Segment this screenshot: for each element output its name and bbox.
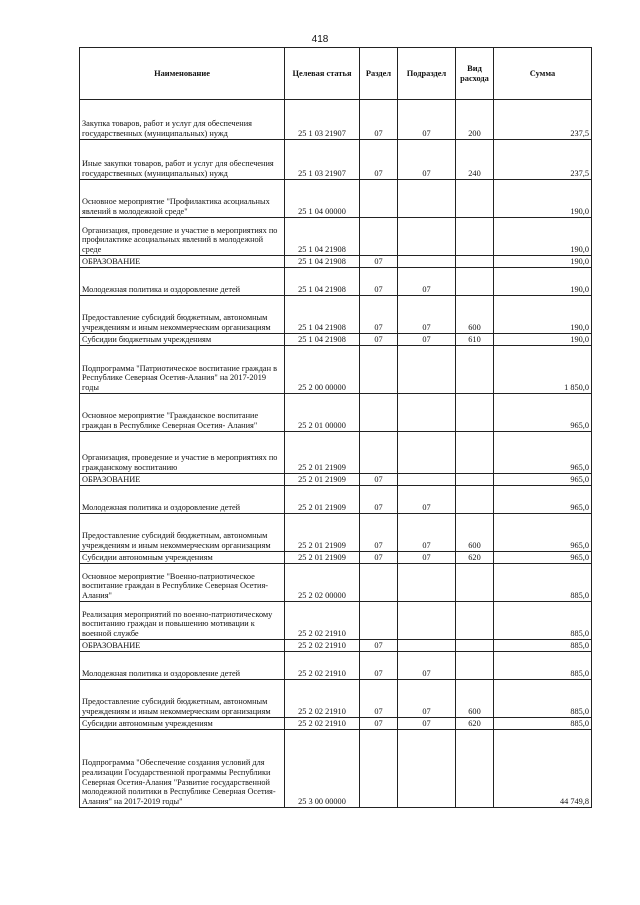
row-section bbox=[360, 564, 398, 602]
row-sum: 965,0 bbox=[494, 552, 592, 564]
row-section: 07 bbox=[360, 552, 398, 564]
row-section: 07 bbox=[360, 652, 398, 680]
row-subsection bbox=[398, 640, 456, 652]
row-expense-type bbox=[456, 346, 494, 394]
row-target-article: 25 2 01 21909 bbox=[285, 432, 360, 474]
row-subsection: 07 bbox=[398, 334, 456, 346]
row-target-article: 25 2 02 00000 bbox=[285, 564, 360, 602]
row-subsection: 07 bbox=[398, 718, 456, 730]
row-sum: 885,0 bbox=[494, 718, 592, 730]
table-row bbox=[80, 486, 592, 514]
table-row bbox=[80, 652, 592, 680]
row-sum: 237,5 bbox=[494, 140, 592, 180]
row-sum: 965,0 bbox=[494, 432, 592, 474]
row-sum: 885,0 bbox=[494, 652, 592, 680]
row-sum: 190,0 bbox=[494, 296, 592, 334]
row-expense-type: 620 bbox=[456, 552, 494, 564]
row-target-article: 25 3 00 00000 bbox=[285, 730, 360, 808]
table-row bbox=[80, 730, 592, 808]
row-subsection bbox=[398, 432, 456, 474]
row-section bbox=[360, 730, 398, 808]
header-target-article: Целевая статья bbox=[285, 48, 360, 100]
row-subsection bbox=[398, 394, 456, 432]
row-section: 07 bbox=[360, 100, 398, 140]
row-subsection bbox=[398, 346, 456, 394]
row-subsection: 07 bbox=[398, 652, 456, 680]
row-subsection: 07 bbox=[398, 680, 456, 718]
row-expense-type bbox=[456, 730, 494, 808]
row-expense-type bbox=[456, 602, 494, 640]
row-target-article: 25 2 02 21910 bbox=[285, 640, 360, 652]
row-section: 07 bbox=[360, 268, 398, 296]
header-name: Наименование bbox=[80, 48, 285, 100]
table-row bbox=[80, 552, 592, 564]
row-expense-type: 240 bbox=[456, 140, 494, 180]
row-expense-type bbox=[456, 256, 494, 268]
row-sum: 190,0 bbox=[494, 256, 592, 268]
table-row bbox=[80, 296, 592, 334]
table-row bbox=[80, 180, 592, 218]
row-expense-type bbox=[456, 180, 494, 218]
page-number: 418 bbox=[311, 34, 329, 45]
row-name: Молодежная политика и оздоровление детей bbox=[80, 652, 285, 680]
row-expense-type bbox=[456, 486, 494, 514]
row-name: Субсидии автономным учреждениям bbox=[80, 718, 285, 730]
row-expense-type: 620 bbox=[456, 718, 494, 730]
table-row bbox=[80, 602, 592, 640]
row-section: 07 bbox=[360, 514, 398, 552]
row-expense-type bbox=[456, 652, 494, 680]
row-target-article: 25 2 02 21910 bbox=[285, 680, 360, 718]
row-subsection: 07 bbox=[398, 268, 456, 296]
row-section bbox=[360, 394, 398, 432]
table-row bbox=[80, 474, 592, 486]
row-target-article: 25 1 04 21908 bbox=[285, 256, 360, 268]
row-name: Подпрограмма "Обеспечение создания условий для реализации Государственной программы Республики Северная Осетия-Алания "Развитие государственной молодежной политики в Республике Северная Осетия-Алания" на 2017-2019 годы" bbox=[80, 730, 285, 808]
row-name: Закупка товаров, работ и услуг для обеспечения государственных (муниципальных) нужд bbox=[80, 100, 285, 140]
table-row bbox=[80, 514, 592, 552]
row-sum: 965,0 bbox=[494, 474, 592, 486]
row-section bbox=[360, 218, 398, 256]
row-name: Организация, проведение и участие в мероприятиях по гражданскому воспитанию bbox=[80, 432, 285, 474]
row-target-article: 25 2 01 21909 bbox=[285, 514, 360, 552]
row-name: Предоставление субсидий бюджетным, автономным учреждениям и иным некоммерческим организациям bbox=[80, 680, 285, 718]
row-subsection: 07 bbox=[398, 296, 456, 334]
row-target-article: 25 2 01 21909 bbox=[285, 474, 360, 486]
row-name: Основное мероприятие "Военно-патриотическое воспитание граждан в Республике Северная Осетия- Алания" bbox=[80, 564, 285, 602]
row-target-article: 25 1 04 21908 bbox=[285, 218, 360, 256]
row-target-article: 25 1 04 21908 bbox=[285, 268, 360, 296]
row-sum: 190,0 bbox=[494, 268, 592, 296]
row-section: 07 bbox=[360, 680, 398, 718]
table-row bbox=[80, 256, 592, 268]
row-expense-type bbox=[456, 564, 494, 602]
row-subsection bbox=[398, 180, 456, 218]
row-subsection bbox=[398, 564, 456, 602]
row-expense-type bbox=[456, 218, 494, 256]
row-name: Предоставление субсидий бюджетным, автономным учреждениям и иным некоммерческим организациям bbox=[80, 514, 285, 552]
row-section bbox=[360, 180, 398, 218]
row-sum: 885,0 bbox=[494, 640, 592, 652]
header-sum: Сумма bbox=[494, 48, 592, 100]
row-name: Иные закупки товаров, работ и услуг для обеспечения государственных (муниципальных) нужд bbox=[80, 140, 285, 180]
row-sum: 190,0 bbox=[494, 180, 592, 218]
row-target-article: 25 1 04 00000 bbox=[285, 180, 360, 218]
row-target-article: 25 2 01 21909 bbox=[285, 486, 360, 514]
row-target-article: 25 2 02 21910 bbox=[285, 718, 360, 730]
row-expense-type bbox=[456, 474, 494, 486]
row-subsection bbox=[398, 218, 456, 256]
row-sum: 885,0 bbox=[494, 602, 592, 640]
row-name: Субсидии автономным учреждениям bbox=[80, 552, 285, 564]
row-sum: 965,0 bbox=[494, 514, 592, 552]
header-subsection: Подраздел bbox=[398, 48, 456, 100]
row-name: Молодежная политика и оздоровление детей bbox=[80, 268, 285, 296]
table-row bbox=[80, 334, 592, 346]
row-subsection bbox=[398, 730, 456, 808]
row-subsection bbox=[398, 474, 456, 486]
row-sum: 885,0 bbox=[494, 564, 592, 602]
table-header-row bbox=[80, 48, 592, 100]
row-section bbox=[360, 346, 398, 394]
row-section: 07 bbox=[360, 140, 398, 180]
row-subsection: 07 bbox=[398, 486, 456, 514]
row-expense-type bbox=[456, 432, 494, 474]
table-row bbox=[80, 268, 592, 296]
table-row bbox=[80, 394, 592, 432]
row-sum: 44 749,8 bbox=[494, 730, 592, 808]
row-subsection: 07 bbox=[398, 552, 456, 564]
row-expense-type bbox=[456, 268, 494, 296]
row-expense-type bbox=[456, 640, 494, 652]
row-subsection bbox=[398, 602, 456, 640]
row-target-article: 25 1 03 21907 bbox=[285, 100, 360, 140]
row-expense-type bbox=[456, 394, 494, 432]
row-name: Основное мероприятие "Гражданское воспитание граждан в Республике Северная Осетия- Алания" bbox=[80, 394, 285, 432]
table-row bbox=[80, 680, 592, 718]
row-target-article: 25 2 01 00000 bbox=[285, 394, 360, 432]
row-section: 07 bbox=[360, 296, 398, 334]
table-row bbox=[80, 432, 592, 474]
row-target-article: 25 2 00 00000 bbox=[285, 346, 360, 394]
row-expense-type: 610 bbox=[456, 334, 494, 346]
table-row bbox=[80, 564, 592, 602]
row-section: 07 bbox=[360, 256, 398, 268]
row-name: Предоставление субсидий бюджетным, автономным учреждениям и иным некоммерческим организациям bbox=[80, 296, 285, 334]
table-row bbox=[80, 640, 592, 652]
row-section: 07 bbox=[360, 334, 398, 346]
row-expense-type: 600 bbox=[456, 296, 494, 334]
header-expense-type: Вид расхода bbox=[456, 48, 494, 100]
row-name: Реализация мероприятий по военно-патриотическому воспитанию граждан и повышению мотивации к военной службе bbox=[80, 602, 285, 640]
budget-table bbox=[79, 47, 592, 808]
row-target-article: 25 2 01 21909 bbox=[285, 552, 360, 564]
row-expense-type: 600 bbox=[456, 514, 494, 552]
row-subsection: 07 bbox=[398, 514, 456, 552]
table-row bbox=[80, 100, 592, 140]
row-name: ОБРАЗОВАНИЕ bbox=[80, 640, 285, 652]
row-sum: 885,0 bbox=[494, 680, 592, 718]
row-section bbox=[360, 432, 398, 474]
row-expense-type: 200 bbox=[456, 100, 494, 140]
table-row bbox=[80, 346, 592, 394]
row-sum: 190,0 bbox=[494, 218, 592, 256]
table-body bbox=[80, 100, 592, 808]
table-row bbox=[80, 140, 592, 180]
row-name: ОБРАЗОВАНИЕ bbox=[80, 256, 285, 268]
row-subsection bbox=[398, 256, 456, 268]
row-section: 07 bbox=[360, 718, 398, 730]
header-section: Раздел bbox=[360, 48, 398, 100]
row-expense-type: 600 bbox=[456, 680, 494, 718]
row-target-article: 25 1 04 21908 bbox=[285, 296, 360, 334]
row-name: ОБРАЗОВАНИЕ bbox=[80, 474, 285, 486]
row-name: Субсидии бюджетным учреждениям bbox=[80, 334, 285, 346]
row-sum: 237,5 bbox=[494, 100, 592, 140]
row-section bbox=[360, 602, 398, 640]
table-row bbox=[80, 218, 592, 256]
row-subsection: 07 bbox=[398, 100, 456, 140]
row-section: 07 bbox=[360, 640, 398, 652]
row-target-article: 25 2 02 21910 bbox=[285, 602, 360, 640]
row-subsection: 07 bbox=[398, 140, 456, 180]
row-section: 07 bbox=[360, 474, 398, 486]
row-name: Организация, проведение и участие в мероприятиях по профилактике асоциальных явлений в молодежной среде bbox=[80, 218, 285, 256]
row-sum: 190,0 bbox=[494, 334, 592, 346]
row-name: Подпрограмма "Патриотическое воспитание граждан в Республике Северная Осетия-Алания" на 2017-2019 годы bbox=[80, 346, 285, 394]
row-target-article: 25 2 02 21910 bbox=[285, 652, 360, 680]
row-sum: 1 850,0 bbox=[494, 346, 592, 394]
row-name: Основное мероприятие "Профилактика асоциальных явлений в молодежной среде" bbox=[80, 180, 285, 218]
row-section: 07 bbox=[360, 486, 398, 514]
row-name: Молодежная политика и оздоровление детей bbox=[80, 486, 285, 514]
row-target-article: 25 1 04 21908 bbox=[285, 334, 360, 346]
row-sum: 965,0 bbox=[494, 486, 592, 514]
row-sum: 965,0 bbox=[494, 394, 592, 432]
table-row bbox=[80, 718, 592, 730]
row-target-article: 25 1 03 21907 bbox=[285, 140, 360, 180]
